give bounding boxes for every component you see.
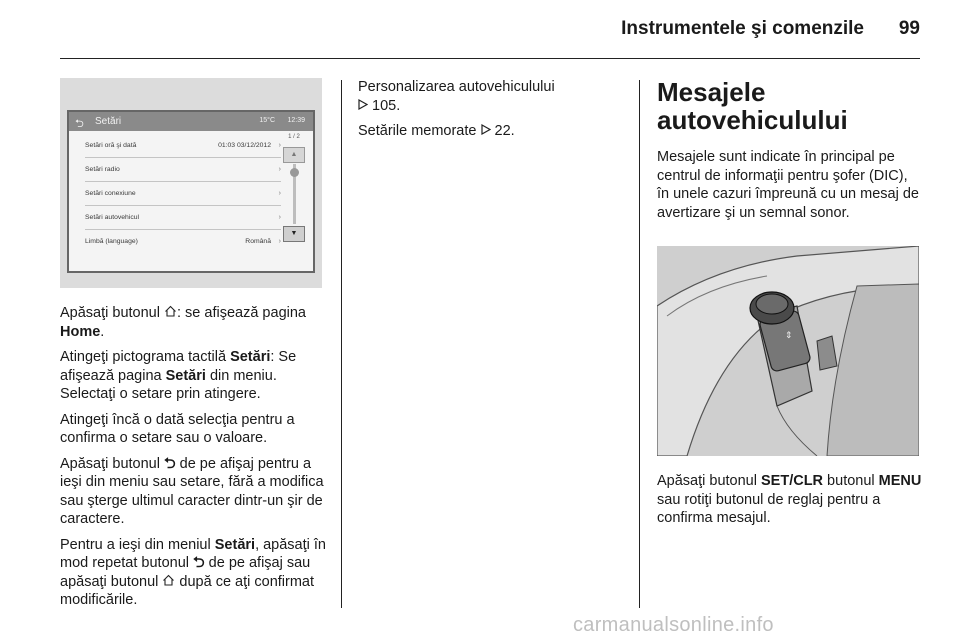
column-2-text bbox=[358, 78, 598, 148]
text-run: Apăsaţi butonul bbox=[60, 305, 164, 321]
settings-label: Setări bbox=[230, 349, 271, 365]
text-run: : Se afişează pagina bbox=[60, 349, 297, 384]
reference-personalization bbox=[358, 78, 598, 115]
menu-row-label: Setări radio bbox=[85, 166, 120, 173]
stalk-illustration bbox=[657, 246, 919, 456]
menu-row-connection bbox=[85, 182, 281, 206]
column-3-instructions bbox=[657, 472, 923, 535]
text-run: butonul bbox=[823, 473, 879, 489]
screen-title: Setări bbox=[95, 116, 122, 127]
menu-row-label: Limbă (language) bbox=[85, 238, 138, 245]
text-run: din meniu. Selectaţi o setare prin atingere. bbox=[60, 367, 277, 402]
section-heading: Mesajele autovehiculului bbox=[657, 77, 848, 135]
page-reference: 105. bbox=[372, 97, 401, 114]
temperature: 15°C bbox=[259, 117, 275, 124]
text-run: Personalizarea autovehiculului bbox=[358, 79, 555, 95]
paragraph-back bbox=[60, 455, 326, 529]
header-title: Instrumentele şi comenzile bbox=[621, 18, 864, 39]
text-run: Apăsaţi butonul bbox=[657, 473, 761, 489]
menu-row-label: Setări oră şi dată bbox=[85, 142, 137, 149]
page-indicator: 1 / 2 bbox=[288, 134, 300, 140]
watermark: carmanualsonline.info bbox=[573, 614, 774, 636]
scroll-thumb bbox=[290, 168, 299, 177]
text-run: : se afişează pagina bbox=[177, 305, 306, 321]
paragraph-home bbox=[60, 304, 326, 341]
chevron-right-icon: › bbox=[278, 238, 281, 245]
column-1-text bbox=[60, 304, 326, 617]
infotainment-screen bbox=[67, 110, 315, 273]
home-label: Home bbox=[60, 323, 101, 340]
menu-row-value: Română bbox=[245, 238, 271, 245]
text-run: de pe afişaj sau apăsaţi butonul bbox=[60, 555, 311, 590]
column-divider-2 bbox=[639, 80, 640, 608]
set-clr-label: SET/CLR bbox=[761, 473, 824, 489]
text-run: , apăsaţi în mod repetat butonul bbox=[60, 536, 326, 571]
menu-row-label: Setări conexiune bbox=[85, 190, 136, 197]
header-rule bbox=[60, 58, 920, 59]
scroll-down-button: ▼ bbox=[283, 226, 305, 242]
settings-screen-figure bbox=[60, 78, 322, 288]
reference-memorized bbox=[358, 122, 598, 141]
paragraph-settings bbox=[60, 348, 326, 404]
menu-row-label: Setări autovehicul bbox=[85, 214, 140, 221]
settings-menu bbox=[85, 134, 281, 253]
text-run: după ce aţi confirmat modificările. bbox=[60, 573, 315, 608]
column-divider-1 bbox=[341, 80, 342, 608]
paragraph-exit bbox=[60, 536, 326, 610]
screen-title-bar bbox=[69, 112, 313, 131]
chevron-right-icon: › bbox=[278, 166, 281, 173]
menu-row-language bbox=[85, 230, 281, 253]
chevron-right-icon: › bbox=[278, 214, 281, 221]
scroll-up-button: ▲ bbox=[283, 147, 305, 163]
chevron-right-icon: › bbox=[278, 190, 281, 197]
back-arrow-icon: ⮌ bbox=[75, 118, 84, 130]
settings-label: Setări bbox=[214, 536, 256, 553]
text-run: Setările memorate bbox=[358, 123, 481, 139]
settings-label: Setări bbox=[165, 367, 206, 384]
paragraph-confirm: Atingeţi încă o dată selecţia pentru a confirma o setare sau o valoare. bbox=[60, 411, 295, 446]
home-icon bbox=[162, 573, 175, 592]
clock: 12:39 bbox=[287, 117, 305, 124]
chevron-right-icon: › bbox=[278, 142, 281, 149]
column-3-intro bbox=[657, 148, 923, 229]
text-run: . bbox=[100, 323, 105, 340]
text-run: Apăsaţi butonul bbox=[60, 455, 164, 472]
menu-row-vehicle bbox=[85, 206, 281, 230]
steering-column-stalk-figure bbox=[657, 246, 919, 456]
menu-label: MENU bbox=[878, 473, 922, 489]
page-reference: 22. bbox=[494, 123, 515, 139]
svg-text:⇕: ⇕ bbox=[785, 330, 793, 340]
menu-row-radio bbox=[85, 158, 281, 182]
back-arrow-icon: ⮌ bbox=[193, 555, 205, 571]
text-run: de pe afişaj pentru a ieşi din meniu sau setare, fără a modifica sau şterge ultimul caracter dintr-un şir de caractere. bbox=[60, 455, 324, 527]
home-icon bbox=[164, 304, 177, 323]
page-reference-icon bbox=[481, 122, 491, 141]
back-arrow-icon: ⮌ bbox=[164, 455, 176, 472]
paragraph-confirm-message bbox=[657, 472, 923, 528]
menu-row-value: 01:03 03/12/2012 bbox=[218, 142, 271, 149]
text-run: Pentru a ieşi din meniul bbox=[60, 536, 215, 553]
menu-row-time-date bbox=[85, 134, 281, 158]
page-reference-icon bbox=[358, 97, 368, 116]
page-number: 99 bbox=[898, 18, 920, 39]
text-run: sau rotiţi butonul de reglaj pentru a confirma mesajul. bbox=[657, 491, 881, 526]
paragraph-messages: Mesajele sunt indicate în principal pe centrul de informaţii pentru şofer (DIC), în unele cazuri împreună cu un mesaj de avertizare şi un semnal sonor. bbox=[657, 149, 919, 221]
text-run: Atingeţi pictograma tactilă bbox=[60, 349, 231, 365]
